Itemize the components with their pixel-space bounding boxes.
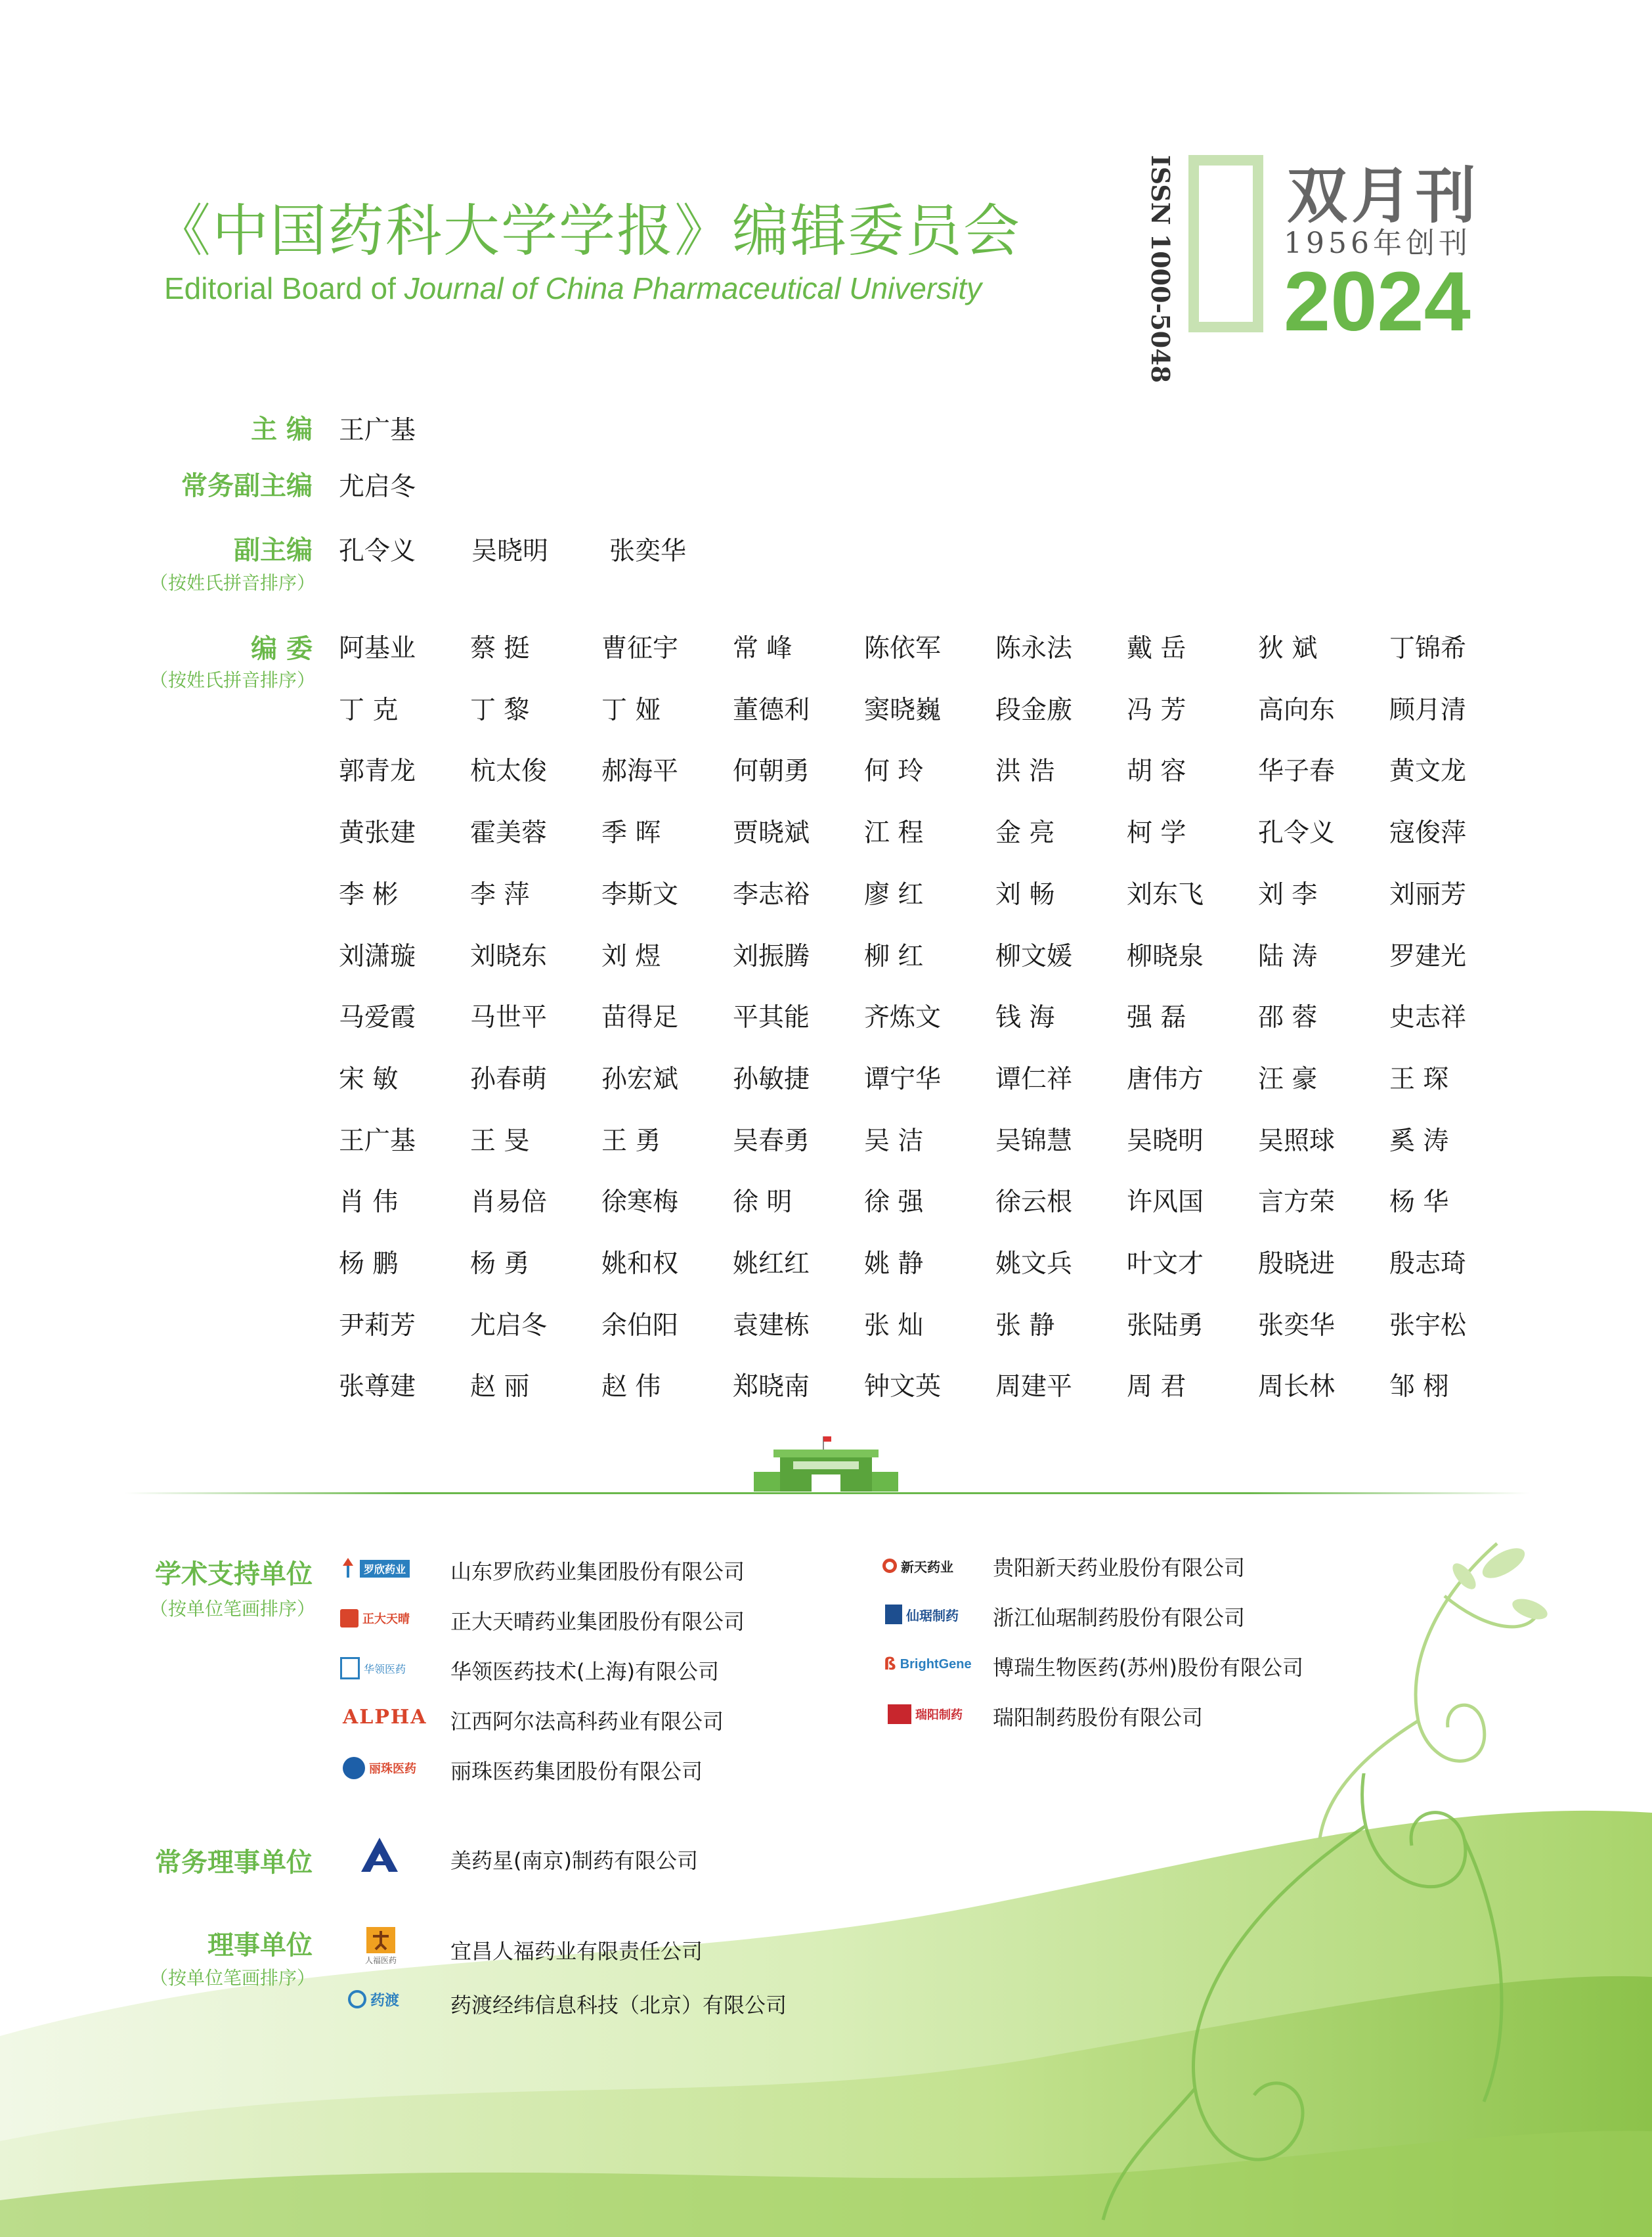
board-member-name: 王广基	[339, 1126, 416, 1156]
board-member-name: 董德利	[733, 695, 810, 725]
board-member-name: 余伯阳	[601, 1310, 679, 1340]
decorative-swirl	[1248, 1537, 1550, 1839]
livzon-logo: 丽珠医药	[343, 1752, 416, 1784]
board-member-name: 张宇松	[1389, 1310, 1467, 1340]
company-name: 丽珠医药集团股份有限公司	[450, 1759, 703, 1784]
board-member-name: 谭宁华	[864, 1064, 942, 1094]
board-member-name: 周 君	[1127, 1372, 1186, 1402]
board-member-name: 肖易倍	[470, 1187, 548, 1218]
council-note: （按单位笔画排序）	[149, 1967, 315, 1989]
board-member-name: 何 玲	[864, 757, 924, 787]
board-member-name: 刘 畅	[995, 879, 1055, 910]
board-member-name: 刘潇璇	[339, 941, 416, 971]
board-member-name: 孔令义	[1258, 818, 1336, 849]
board-member-name: 齐炼文	[864, 1003, 942, 1033]
board-member-name: 陈永法	[995, 634, 1073, 663]
board-member-name: 王 勇	[601, 1126, 661, 1156]
board-member-name: 贾晓斌	[733, 818, 810, 849]
board-member-name: 殷志琦	[1389, 1249, 1467, 1279]
board-member-name: 刘东飞	[1127, 879, 1204, 910]
xintian-logo: 新天药业	[882, 1550, 953, 1582]
board-member-name: 平其能	[733, 1003, 810, 1033]
board-member-name: 肖 伟	[339, 1187, 399, 1218]
board-member-name: 柳文媛	[995, 941, 1073, 971]
council-label: 理事单位	[207, 1930, 313, 1960]
board-member-name: 季 晖	[601, 818, 661, 849]
frequency: 双月刊	[1287, 160, 1481, 231]
brightgene-logo: ß BrightGene	[884, 1654, 972, 1674]
board-member-name: 邵 蓉	[1258, 1003, 1318, 1033]
issn: ISSN 1000-5048	[1146, 155, 1175, 384]
board-member-name: 狄 斌	[1258, 634, 1318, 663]
board-member-name: 丁 黎	[470, 695, 530, 725]
board-member-name: 袁建栋	[733, 1310, 810, 1340]
board-member-name: 刘丽芳	[1389, 879, 1467, 910]
board-member-name: 吴照球	[1258, 1126, 1336, 1156]
board-member-name: 郭青龙	[339, 757, 416, 787]
board-member-name: 黄张建	[339, 818, 416, 849]
board-member-name: 邹 栩	[1389, 1372, 1449, 1402]
university-gate-icon	[754, 1435, 898, 1494]
board-member-name: 杭太俊	[470, 757, 548, 787]
board-member-name: 姚文兵	[995, 1249, 1073, 1279]
company-name: 华领医药技术(上海)有限公司	[450, 1659, 719, 1684]
title-en-prefix: Editorial Board of	[164, 271, 404, 305]
members-label: 编 委	[251, 634, 313, 664]
board-member-name: 言方荣	[1258, 1187, 1336, 1218]
board-member-name: 吴 洁	[864, 1126, 924, 1156]
board-member-name: 李 彬	[339, 879, 399, 910]
board-member-name: 黄文龙	[1389, 757, 1467, 787]
board-member-name: 马爱霞	[339, 1003, 416, 1033]
academic-support-note: （按单位笔画排序）	[149, 1598, 315, 1620]
board-member-name: 华子春	[1258, 757, 1336, 787]
board-member-name: 叶文才	[1127, 1249, 1204, 1279]
board-member-name: 钟文英	[864, 1372, 942, 1402]
board-member-name: 孙敏捷	[733, 1064, 810, 1094]
executive-council-label: 常务理事单位	[155, 1848, 313, 1878]
board-member-name: 周建平	[995, 1372, 1073, 1402]
board-member-name: 徐 强	[864, 1187, 924, 1218]
deputy-name: 孔令义	[339, 537, 416, 566]
board-member-name: 柳 红	[864, 941, 924, 971]
board-member-name: 胡 容	[1127, 757, 1186, 787]
alpha-logo: ALPHA	[343, 1705, 427, 1729]
board-member-name: 寇俊萍	[1389, 818, 1467, 849]
hua-medicine-logo: 华领医药	[340, 1652, 406, 1684]
board-member-name: 何朝勇	[733, 757, 810, 787]
deputy-name: 吴晓明	[471, 537, 549, 566]
company-name: 浙江仙琚制药股份有限公司	[993, 1605, 1246, 1630]
board-member-name: 阿基业	[339, 634, 416, 663]
deputy-label: 副主编	[234, 535, 313, 565]
board-member-name: 张 静	[995, 1310, 1055, 1340]
board-member-name: 郝海平	[601, 757, 679, 787]
board-member-name: 金 亮	[995, 818, 1055, 849]
board-member-name: 吴晓明	[1127, 1126, 1204, 1156]
board-member-name: 徐 明	[733, 1187, 793, 1218]
board-title-cn: 《中国药科大学学报》编辑委员会	[154, 198, 1021, 264]
board-member-name: 苗得足	[601, 1003, 679, 1033]
board-member-name: 马世平	[470, 1003, 548, 1033]
board-member-name: 廖 红	[864, 879, 924, 910]
board-member-name: 殷晓进	[1258, 1249, 1336, 1279]
board-member-name: 姚和权	[601, 1249, 679, 1279]
chief-editor-label: 主 编	[251, 414, 313, 445]
board-member-name: 霍美蓉	[470, 818, 548, 849]
board-member-name: 洪 浩	[995, 757, 1055, 787]
reyoung-logo: 瑞阳制药	[888, 1698, 963, 1730]
company-name: 美药星(南京)制药有限公司	[450, 1848, 698, 1873]
yaodu-logo: 药渡	[348, 1983, 399, 2015]
board-member-name: 李 萍	[470, 879, 530, 910]
executive-deputy-label: 常务副主编	[181, 471, 313, 501]
board-member-name: 赵 伟	[601, 1372, 661, 1402]
board-member-name: 戴 岳	[1127, 634, 1186, 663]
board-member-name: 高向东	[1258, 695, 1336, 725]
board-member-name: 常 峰	[733, 634, 793, 663]
company-name: 药渡经纬信息科技（北京）有限公司	[450, 1993, 787, 2018]
board-member-name: 徐云根	[995, 1187, 1073, 1218]
xianju-logo: 仙琚制药	[885, 1599, 959, 1630]
board-member-name: 孙春萌	[470, 1064, 548, 1094]
board-member-name: 尤启冬	[470, 1310, 548, 1340]
deputy-note: （按姓氏拼音排序）	[149, 572, 315, 594]
board-member-name: 刘晓东	[470, 941, 548, 971]
board-member-name: 赵 丽	[470, 1372, 530, 1402]
board-member-name: 张尊建	[339, 1372, 416, 1402]
board-member-name: 陈依军	[864, 634, 942, 663]
board-member-name: 徐寒梅	[601, 1187, 679, 1218]
journal-name: Journal of China Pharmaceutical University	[404, 271, 982, 305]
board-member-name: 姚 静	[864, 1249, 924, 1279]
humanwell-logo: 人福医药	[365, 1927, 397, 1969]
board-member-name: 尹莉芳	[339, 1310, 416, 1340]
board-member-name: 刘 煜	[601, 941, 661, 971]
board-member-name: 蔡 挺	[470, 634, 530, 663]
founded-year: 1956年创刊	[1284, 227, 1471, 260]
company-name: 正大天晴药业集团股份有限公司	[450, 1609, 745, 1634]
volume-year: 2024	[1284, 255, 1471, 349]
board-member-name: 丁锦希	[1389, 634, 1467, 663]
board-member-name: 罗建光	[1389, 941, 1467, 971]
company-name: 山东罗欣药业集团股份有限公司	[450, 1559, 745, 1584]
board-member-name: 柳晓泉	[1127, 941, 1204, 971]
academic-support-label: 学术支持单位	[155, 1559, 313, 1589]
board-member-name: 孙宏斌	[601, 1064, 679, 1094]
board-member-name: 钱 海	[995, 1003, 1055, 1033]
board-member-name: 许风国	[1127, 1187, 1204, 1218]
board-member-name: 曹征宇	[601, 634, 679, 663]
board-member-name: 陆 涛	[1258, 941, 1318, 971]
board-member-name: 杨 勇	[470, 1249, 530, 1279]
board-member-name: 刘振腾	[733, 941, 810, 971]
board-member-name: 李斯文	[601, 879, 679, 910]
board-member-name: 张奕华	[1258, 1310, 1336, 1340]
company-name: 江西阿尔法高科药业有限公司	[450, 1709, 724, 1734]
board-member-name: 史志祥	[1389, 1003, 1467, 1033]
company-name: 瑞阳制药股份有限公司	[993, 1705, 1204, 1730]
issn-frame	[1188, 155, 1263, 332]
board-member-name: 张陆勇	[1127, 1310, 1204, 1340]
chief-editor-name: 王广基	[339, 416, 416, 445]
board-member-name: 郑晓南	[733, 1372, 810, 1402]
chiatai-tianqing-logo: 正大天晴	[340, 1603, 410, 1634]
board-member-name: 吴锦慧	[995, 1126, 1073, 1156]
board-member-name: 杨 鹏	[339, 1249, 399, 1279]
board-member-name: 奚 涛	[1389, 1126, 1449, 1156]
board-member-name: 丁 娅	[601, 695, 661, 725]
deputy-name: 张奕华	[609, 537, 687, 566]
board-member-name: 柯 学	[1127, 818, 1186, 849]
luoxin-logo: 罗欣药业	[340, 1553, 410, 1584]
members-note: （按姓氏拼音排序）	[149, 669, 315, 691]
board-member-name: 宋 敏	[339, 1064, 399, 1094]
board-member-name: 周长林	[1258, 1372, 1336, 1402]
board-member-name: 汪 豪	[1258, 1064, 1318, 1094]
board-member-name: 杨 华	[1389, 1187, 1449, 1218]
board-member-name: 李志裕	[733, 879, 810, 910]
board-member-name: 顾月清	[1389, 695, 1467, 725]
board-member-name: 张 灿	[864, 1310, 924, 1340]
board-member-name: 丁 克	[339, 695, 399, 725]
meiyaoxing-logo	[360, 1836, 399, 1873]
company-name: 博瑞生物医药(苏州)股份有限公司	[993, 1655, 1303, 1680]
board-member-name: 江 程	[864, 818, 924, 849]
company-name: 贵阳新天药业股份有限公司	[993, 1555, 1246, 1580]
board-title-en	[164, 271, 982, 306]
board-member-name: 冯 芳	[1127, 695, 1186, 725]
board-member-name: 吴春勇	[733, 1126, 810, 1156]
board-member-name: 王 旻	[470, 1126, 530, 1156]
board-member-name: 刘 李	[1258, 879, 1318, 910]
board-member-name: 强 磊	[1127, 1003, 1186, 1033]
board-member-name: 段金廒	[995, 695, 1073, 725]
company-name: 宜昌人福药业有限责任公司	[450, 1939, 703, 1964]
board-member-name: 窦晓巍	[864, 695, 942, 725]
board-member-name: 唐伟方	[1127, 1064, 1204, 1094]
board-member-name: 姚红红	[733, 1249, 810, 1279]
executive-deputy-name: 尤启冬	[339, 472, 416, 502]
board-member-name: 谭仁祥	[995, 1064, 1073, 1094]
board-member-name: 王 琛	[1389, 1064, 1449, 1094]
